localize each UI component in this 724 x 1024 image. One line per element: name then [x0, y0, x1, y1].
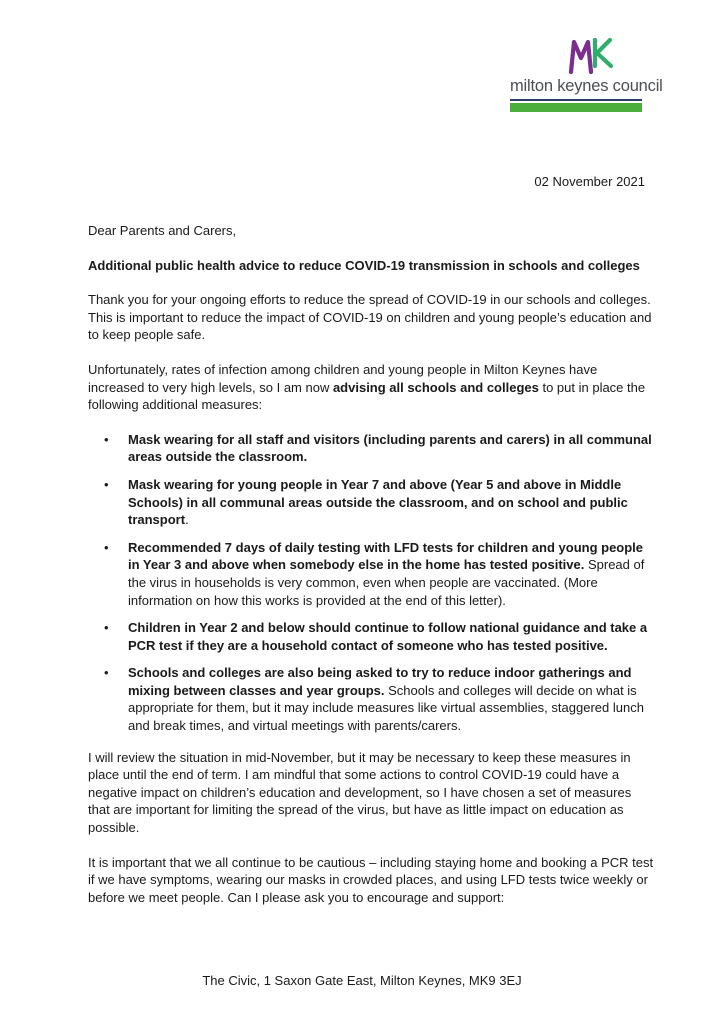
- salutation: Dear Parents and Carers,: [88, 223, 237, 238]
- text-run-bold: Children in Year 2 and below should continue to follow national guidance and take a PCR test if they are a household contact of someone who has tested positive.: [128, 620, 648, 653]
- text-run-bold: Recommended 7 days of daily testing with LFD tests for children and young people in Year 3 and above when somebody else in the home has tested positive.: [128, 539, 644, 573]
- bullet-icon: •: [104, 620, 109, 636]
- logo-bar-blue: [510, 99, 642, 101]
- text-run-bold: Mask wearing for young people in Year 7 and above (Year 5 and above in Middle Schools) in all communal areas outside the classroom, and on school and public transport: [128, 476, 628, 528]
- footer-address: The Civic, 1 Saxon Gate East, Milton Keynes, MK9 3EJ: [202, 973, 522, 988]
- text-run: Unfortunately, rates of infection among children and young people in Milton Keynes have increased to very high levels, so I am now: [88, 361, 598, 395]
- text-run: .: [185, 512, 189, 528]
- list-item: [88, 539, 654, 609]
- bullet-icon: •: [104, 539, 109, 555]
- letter-date: 02 November 2021: [534, 174, 645, 189]
- list-item: [88, 476, 654, 529]
- measures-list: [88, 431, 654, 735]
- text-run: to put in place the following additional measures:: [88, 379, 646, 413]
- bullet-icon: •: [104, 476, 109, 492]
- text-run: Schools and colleges will decide on what is appropriate for them, but it may include measures like virtual assemblies, staggered lunch and break times, and virtual meetings with parents/carers.: [128, 682, 644, 734]
- list-item: [88, 431, 654, 466]
- list-item: [88, 664, 654, 734]
- bullet-icon: •: [104, 431, 109, 447]
- text-run: Spread of the virus in households is very common, even when people are vaccinated. (More information on how this works is provided at the end of this letter).: [128, 557, 645, 608]
- text-run-bold: advising all schools and colleges: [332, 379, 539, 395]
- council-name: milton keynes council: [510, 77, 663, 95]
- logo-bar-green: [510, 103, 642, 112]
- mk-logo-mark: [568, 36, 614, 76]
- paragraph-caution: It is important that we all continue to be cautious – including staying home and booking a PCR test if we have symptoms, wearing our masks in crowded places, and using LFD tests twice weekly or before we meet people. Can I please ask you to encourage and support:: [88, 854, 654, 905]
- council-logo: [510, 36, 663, 112]
- list-item: [88, 619, 654, 654]
- bullet-icon: •: [104, 665, 109, 681]
- paragraph-measures-intro: [88, 361, 654, 414]
- text-run-bold: Schools and colleges are also being asked to try to reduce indoor gatherings and mixing between classes and year groups.: [128, 665, 632, 698]
- text-run-bold: Mask wearing for all staff and visitors (including parents and carers) in all communal areas outside the classroom.: [128, 431, 652, 465]
- paragraph-intro: Thank you for your ongoing efforts to reduce the spread of COVID-19 in our schools and colleges. This is important to reduce the impact of COVID-19 on children and young people’s education and to keep people safe.: [88, 292, 652, 343]
- paragraph-review: I will review the situation in mid-November, but it may be necessary to keep these measures in place until the end of term. I am mindful that some actions to control COVID-19 could have a negative impact on children’s education and development, so I have chosen a set of measures that are important for limiting the spread of the virus, but have as little impact on education as possible.: [88, 749, 632, 836]
- letter-body: [88, 222, 654, 923]
- letter-heading: Additional public health advice to reduce COVID-19 transmission in schools and colleges: [88, 257, 640, 273]
